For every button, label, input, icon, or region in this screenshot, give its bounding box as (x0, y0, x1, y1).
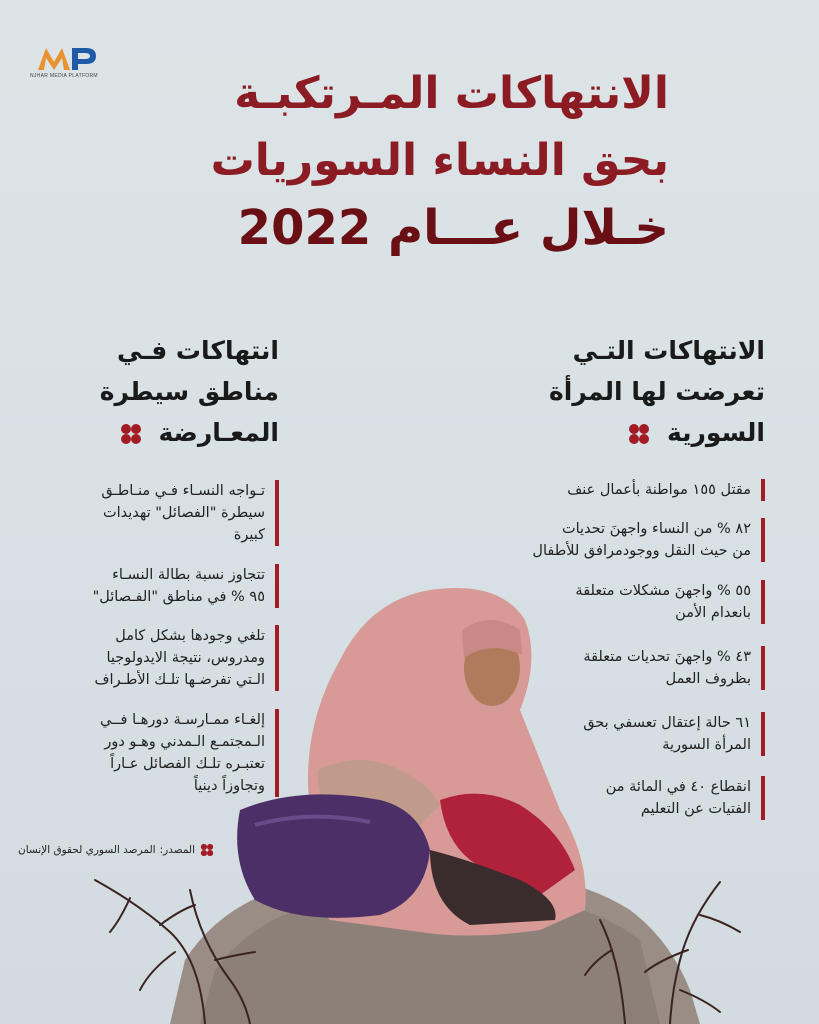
left-item-1-line-2: سيطرة "الفصائل" تهديدات (102, 505, 265, 521)
right-item-2-line-2: من حيث النقل ووجودمرافق للأطفال (532, 543, 751, 559)
left-item-1-line-1: تـواجه النسـاء فـي منـاطـق (101, 483, 265, 499)
left-item-4-line-4: وتجاوزاً دينياً (193, 778, 265, 794)
left-item-1-line-3: كبيرة (233, 527, 265, 543)
left-item-4-line-1: إلغـاء ممـارسـة دورهـا فــي (99, 712, 265, 728)
left-heading-line-3-text: المعـارضة (158, 418, 279, 447)
right-item-3-line-2: بانعدام الأمن (675, 605, 751, 621)
right-item-1 (567, 479, 765, 501)
left-item-3-line-1: تلغي وجودها بشكل كامل (115, 628, 265, 644)
four-dot-flower-icon (626, 423, 652, 445)
right-item-5-line-2: المرأة السورية (662, 737, 751, 753)
title-line-2: بحق النساء السوريات (210, 135, 669, 186)
right-item-6-line-2: الفتيات عن التعليم (640, 801, 751, 817)
left-item-4-line-3: تعتبـره تلـك الفصائل عـاراً (110, 756, 265, 772)
left-heading-line-3 (100, 412, 279, 453)
title-line-3: خـلال عـــام 2022 (237, 200, 669, 256)
left-item-2-line-2: ٩٥ % في مناطق "الفـصائل" (92, 589, 265, 605)
right-column-heading (549, 330, 765, 453)
source-value: المرصد السوري لحقوق الإنسان (18, 844, 156, 856)
left-item-1 (101, 480, 279, 546)
source-label: المصدر: (159, 844, 196, 856)
right-heading-line-1: الانتهاكات التـي (572, 336, 765, 365)
woman-on-rock-illustration (0, 560, 819, 1024)
logo-subtitle: NJHAR MEDIA PLATFORM (30, 73, 98, 79)
right-item-2-line-1: ٨٢ % من النساء واجهنَ تحديات (561, 521, 751, 537)
right-item-6-line-1: انقطاع ٤٠ في المائة من (605, 779, 751, 795)
left-item-3-line-3: الـتي تفرضـها تلـك الأطـراف (94, 672, 265, 688)
right-item-4-line-1: ٤٣ % واجهنَ تحديات متعلقة (583, 649, 751, 665)
left-item-3-line-2: ومدروس، نتيجة الايدولوجيا (106, 650, 265, 666)
right-item-2 (532, 518, 765, 562)
left-item-4-line-2: الـمجتمـع الـمدني وهـو دور (104, 734, 265, 750)
right-item-5-line-1: ٦١ حالة إعتقال تعسفي بحق (583, 715, 751, 731)
right-item-4-line-2: بظروف العمل (665, 671, 751, 687)
right-heading-line-2: تعرضت لها المرأة (549, 377, 765, 406)
left-column-heading (100, 330, 279, 453)
left-heading-line-1: انتهاكات فـي (116, 336, 279, 365)
left-item-2-line-1: تتجاوز نسبة بطالة النسـاء (112, 567, 265, 583)
left-heading-line-2: مناطق سيطرة (99, 377, 279, 406)
right-heading-line-3-text: السورية (666, 418, 765, 447)
right-item-3-line-1: ٥٥ % واجهنَ مشكلات متعلقة (575, 583, 751, 599)
right-item-1-line-1: مقتل ١٥٥ مواطنة بأعمال عنف (567, 482, 751, 498)
right-heading-line-3 (549, 412, 765, 453)
title-line-1: الانتهاكات المـرتكبـة (234, 68, 669, 119)
four-dot-flower-icon (118, 423, 144, 445)
